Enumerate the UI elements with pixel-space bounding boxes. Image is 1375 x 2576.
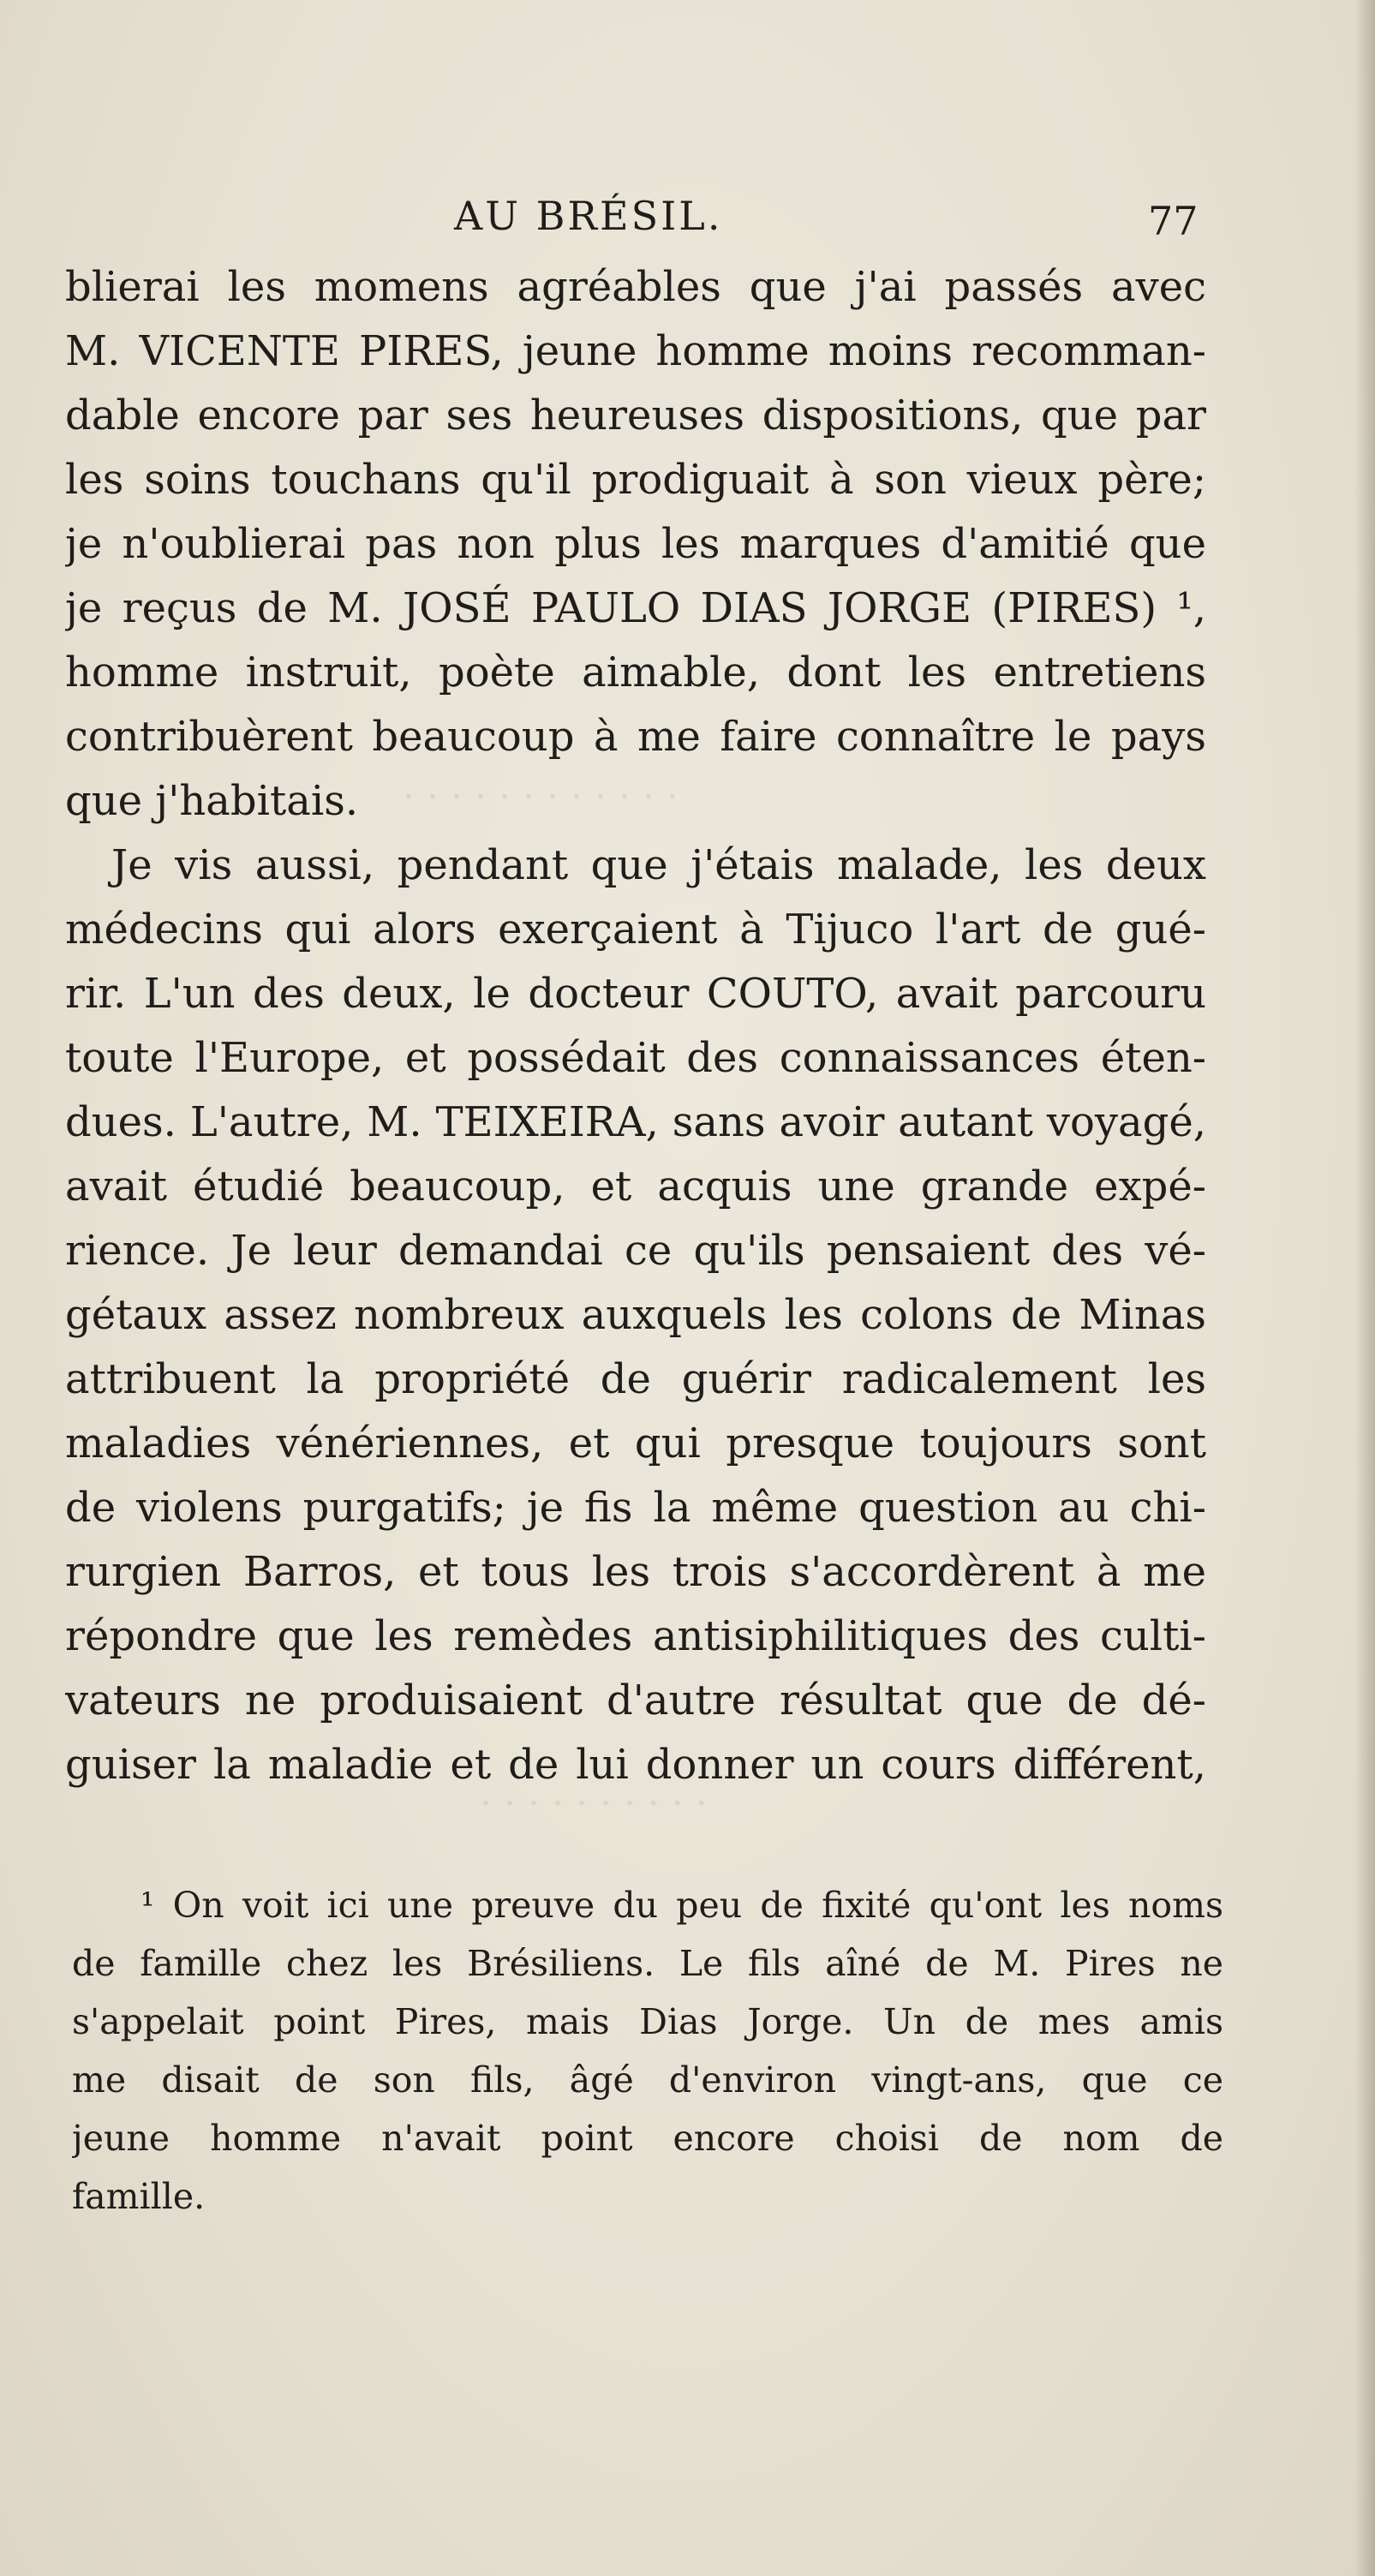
text-line: médecins qui alors exerçaient à Tijuco l'art de gué- — [65, 905, 1206, 953]
show-through-text: · · · · · · · · · · · · — [403, 775, 679, 819]
text-line: attribuent la propriété de guérir radicalement les — [65, 1355, 1206, 1403]
text-line: contribuèrent beaucoup à me faire connaître le pays — [65, 713, 1206, 761]
text-line: avait étudié beaucoup, et acquis une grande expé- — [65, 1162, 1206, 1210]
show-through-text: · · · · · · · · · · — [480, 1782, 708, 1826]
footnote-line: de famille chez les Brésiliens. Le fils aîné de M. Pires ne — [72, 1943, 1223, 1984]
text-line: Je vis aussi, pendant que j'étais malade, les deux — [111, 841, 1206, 889]
text-line: répondre que les remèdes antisiphilitiques des culti- — [65, 1612, 1206, 1660]
text-line: dable encore par ses heureuses dispositions, que par — [65, 391, 1206, 439]
footnote-line: famille. — [72, 2176, 206, 2217]
text-line: gétaux assez nombreux auxquels les colons de Minas — [65, 1291, 1206, 1339]
text-line: dues. L'autre, M. TEIXEIRA, sans avoir autant voyagé, — [65, 1098, 1206, 1146]
page-number: 77 — [1148, 198, 1199, 244]
text-line: rir. L'un des deux, le docteur COUTO, avait parcouru — [65, 970, 1206, 1018]
text-line: homme instruit, poète aimable, dont les entretiens — [65, 648, 1206, 696]
text-line: je reçus de M. JOSÉ PAULO DIAS JORGE (PIRES) ¹, — [65, 584, 1206, 632]
footnote-line: ¹ On voit ici une preuve du peu de fixité qu'ont les noms — [140, 1885, 1223, 1926]
text-line: rurgien Barros, et tous les trois s'accordèrent à me — [65, 1548, 1206, 1596]
text-line: maladies vénériennes, et qui presque toujours sont — [65, 1419, 1206, 1467]
footnotes — [72, 1876, 1223, 2226]
text-line: toute l'Europe, et possédait des connaissances éten- — [65, 1034, 1206, 1082]
text-line: je n'oublierai pas non plus les marques d'amitié que — [65, 520, 1206, 568]
text-line: vateurs ne produisaient d'autre résultat que de dé- — [65, 1676, 1206, 1724]
text-line: que j'habitais. — [65, 777, 359, 825]
footnote-line: jeune homme n'avait point encore choisi de nom de — [72, 2118, 1223, 2159]
page-edge-shadow — [1354, 0, 1375, 2576]
footnote-line: s'appelait point Pires, mais Dias Jorge. Un de mes amis — [72, 2001, 1223, 2042]
text-line: guiser la maladie et de lui donner un cours différent, — [65, 1741, 1206, 1789]
text-line: rience. Je leur demandai ce qu'ils pensaient des vé- — [65, 1227, 1206, 1275]
page-header — [0, 190, 1375, 242]
text-line: M. VICENTE PIRES, jeune homme moins recomman- — [65, 327, 1206, 375]
main-text — [65, 255, 1206, 1797]
footnote-line: me disait de son fils, âgé d'environ vingt-ans, que ce — [72, 2059, 1223, 2101]
text-line: blierai les momens agréables que j'ai passés avec — [65, 263, 1206, 311]
text-line: les soins touchans qu'il prodiguait à son vieux père; — [65, 456, 1206, 504]
running-head: AU BRÉSIL. — [454, 193, 723, 239]
text-line: de violens purgatifs; je fis la même question au chi- — [65, 1484, 1206, 1532]
